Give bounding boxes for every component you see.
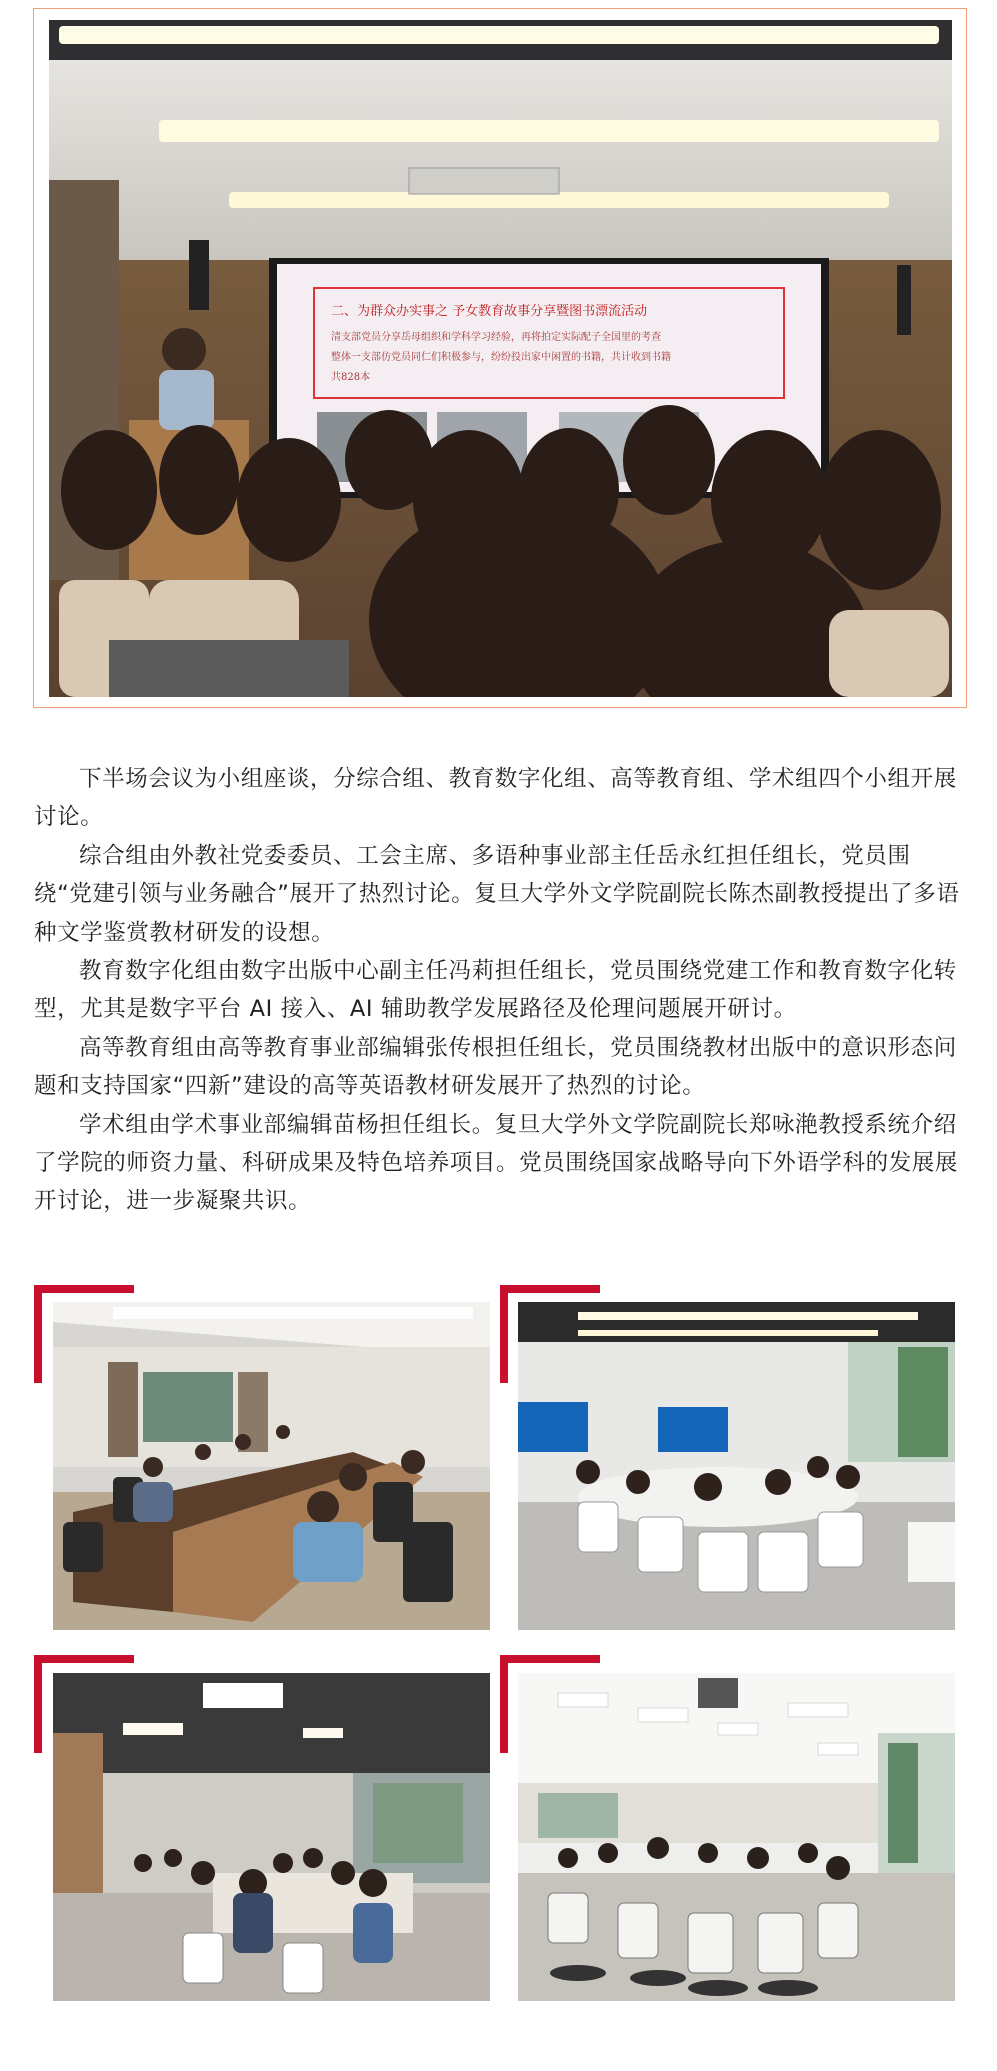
article-body bbox=[34, 760, 966, 1221]
slide-title: 二、为群众办实事之 予女教育故事分享暨图书漂流活动 bbox=[331, 304, 648, 319]
slide-line-1: 清支部党员分享岳母组织和学科学习经验，再将拍定实际配子全国里的考查 bbox=[331, 332, 661, 343]
group-discussion-photo bbox=[53, 1302, 490, 1630]
article-paragraph: 下半场会议为小组座谈，分综合组、教育数字化组、高等教育组、学术组四个小组开展讨论。 bbox=[34, 766, 957, 831]
group-discussion-photo bbox=[518, 1673, 955, 2001]
group-discussion-photo bbox=[53, 1673, 490, 2001]
article-paragraph: 高等教育组由高等教育事业部编辑张传根担任组长，党员围绕教材出版中的意识形态问题和支持国家“四新”建设的高等英语教材研发展开了热烈的讨论。 bbox=[34, 1034, 957, 1100]
group-discussion-photo bbox=[518, 1302, 955, 1630]
article-paragraph: 教育数字化组由数字出版中心副主任冯莉担任组长，党员围绕党建工作和教育数字化转型，尤其是数字平台 AI 接入、AI 辅助教学发展路径及伦理问题展开研讨。 bbox=[34, 958, 957, 1023]
article-paragraph: 学术组由学术事业部编辑苗杨担任组长。复旦大学外文学院副院长郑咏滟教授系统介绍了学院的师资力量、科研成果及特色培养项目。党员围绕国家战略导向下外语学科的发展展开讨论，进一步凝聚共识。 bbox=[34, 1111, 959, 1215]
article-paragraph: 综合组由外教社党委委员、工会主席、多语种事业部主任岳永红担任组长，党员围绕“党建引领与业务融合”展开了热烈讨论。复旦大学外文学院副院长陈杰副教授提出了多语种文学鉴赏教材研发的设想。 bbox=[34, 842, 960, 946]
slide-line-2: 整体一支部仿党员同仁们积极参与，纷纷投出家中闲置的书籍，共计收到书籍 bbox=[331, 352, 671, 363]
hero-meeting-photo bbox=[49, 20, 952, 697]
slide-line-3: 共828本 bbox=[331, 372, 371, 383]
